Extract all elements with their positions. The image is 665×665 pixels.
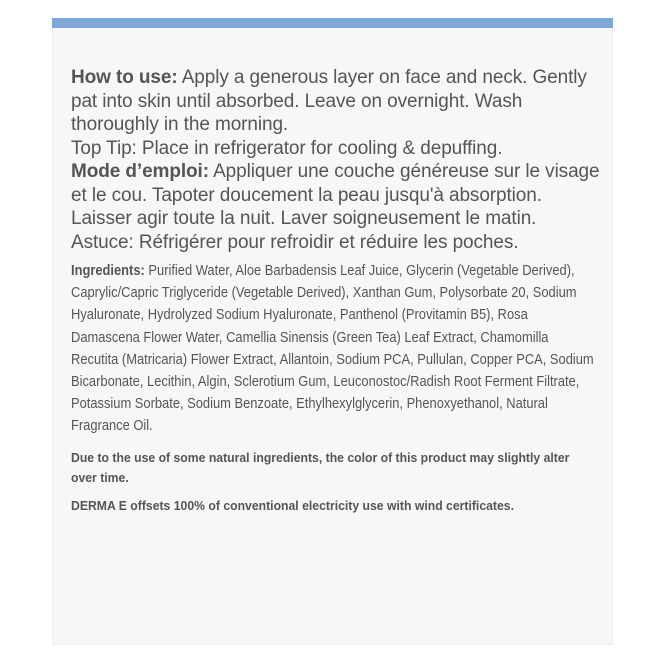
color-notice: Due to the use of some natural ingredients, the color of this product may slightly alter over time. xyxy=(71,449,570,485)
mode-emploi-label: Mode d’emploi: xyxy=(71,161,209,182)
ingredients-section xyxy=(71,260,596,438)
astuce: Astuce: Réfrigérer pour refroidir et réduire les poches. xyxy=(71,231,519,253)
how-to-use-label: How to use: xyxy=(71,67,178,88)
ingredients-text: Purified Water, Aloe Barbadensis Leaf Juice, Glycerin (Vegetable Derived), Caprylic/Capric Triglyceride (Vegetable Derived), Xanthan Gum, Polysorbate 20, Sodium Hyaluronate, Hydrolyzed Sodium Hyaluronate, Panthenol (Provitamin B5), Rosa Damascena Flower Water, Camellia Sinensis (Green Tea) Leaf Extract, Chamomilla Recutita (Matricaria) Flower Extract, Allantoin, Sodium PCA, Pullulan, Copper PCA, Sodium Bicarbonate, Lecithin, Algin, Sclerotium Gum, Leuconostoc/Radish Root Ferment Filtrate, Potassium Sorbate, Sodium Benzoate, Ethylhexylglycerin, Phenoxyethanol, Natural Fragrance Oil. xyxy=(71,262,594,435)
ingredients-label: Ingredients: xyxy=(71,262,145,279)
label-text xyxy=(71,66,601,516)
how-to-use-section xyxy=(71,66,601,137)
energy-notice: DERMA E offsets 100% of conventional electricity use with wind certificates. xyxy=(71,497,514,513)
accent-bar xyxy=(52,18,613,28)
mode-emploi-section xyxy=(71,160,601,231)
how-to-use-text: Apply a generous layer on face and neck. Gently pat into skin until absorbed. Leave on overnight. Wash thoroughly in the morning. xyxy=(71,67,587,135)
top-tip: Top Tip: Place in refrigerator for cooling & depuffing. xyxy=(71,137,503,159)
mode-emploi-text: Appliquer une couche généreuse sur le visage et le cou. Tapoter doucement la peau jusqu'à absorption. Laisser agir toute la nuit. Laver soigneusement le matin. xyxy=(71,161,600,229)
